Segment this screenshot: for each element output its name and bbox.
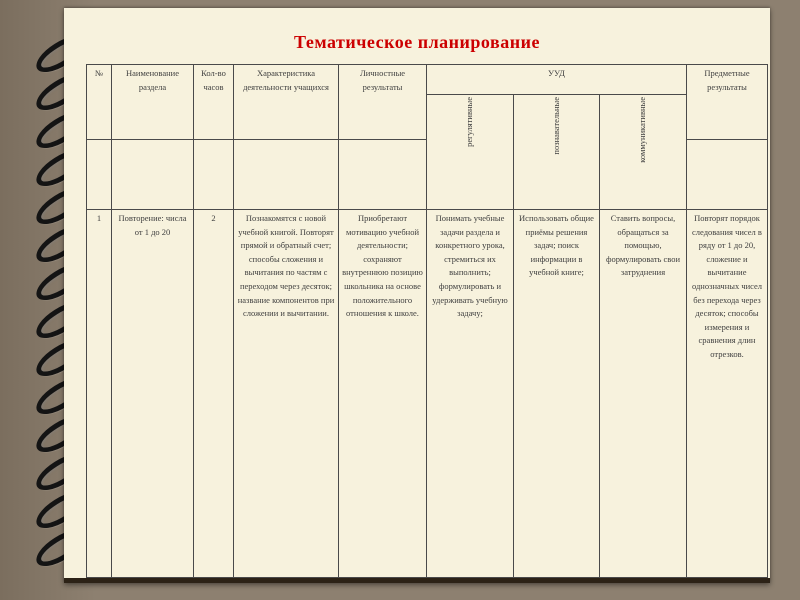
header-spacer-personal xyxy=(339,140,427,210)
subheader-cognitive-label: познавательные xyxy=(550,97,561,155)
header-spacer-num xyxy=(87,140,112,210)
slide-title: Тематическое планирование xyxy=(294,32,540,52)
header-spacer-section xyxy=(112,140,194,210)
cell-communicative: Ставить вопросы, обращаться за помощью, формулировать свои затруднения xyxy=(600,210,687,578)
cell-activity: Познакомятся с новой учебной книгой. Повторят прямой и обратный счет; способы сложения и вычитания по частям с переходом через десяток; название компонентов при сложении и вычитании. xyxy=(234,210,339,578)
table-row xyxy=(87,210,768,578)
subheader-regulative xyxy=(427,95,514,210)
cell-num: 1 xyxy=(87,210,112,578)
cell-hours: 2 xyxy=(194,210,234,578)
header-hours: Кол-во часов xyxy=(194,65,234,140)
header-num: № xyxy=(87,65,112,140)
cell-section: Повторение: числа от 1 до 20 xyxy=(112,210,194,578)
cell-regulative: Понимать учебные задачи раздела и конкретного урока, стремиться их выполнить; формулировать и удерживать учебную задачу; xyxy=(427,210,514,578)
cell-subject: Повторят порядок следования чисел в ряду от 1 до 20, сложение и вычитание однозначных чисел без перехода через десяток; способы измерения и сравнения длин отрезков. xyxy=(687,210,768,578)
subheader-communicative-label: коммуникативные xyxy=(637,97,648,163)
header-spacer-subject xyxy=(687,140,768,210)
header-uud: УУД xyxy=(427,65,687,95)
planning-table xyxy=(86,64,768,578)
subheader-cognitive xyxy=(514,95,600,210)
cell-personal: Приобретают мотивацию учебной деятельности; сохраняют внутреннюю позицию школьника на основе положительного отношения к школе. xyxy=(339,210,427,578)
notebook-page xyxy=(64,8,770,583)
header-spacer-activity xyxy=(234,140,339,210)
subheader-communicative xyxy=(600,95,687,210)
header-activity: Характеристика деятельности учащихся xyxy=(234,65,339,140)
header-section: Наименование раздела xyxy=(112,65,194,140)
header-personal: Личностные результаты xyxy=(339,65,427,140)
subheader-regulative-label: регулятивные xyxy=(464,97,475,147)
header-spacer-hours xyxy=(194,140,234,210)
header-subject: Предметные результаты xyxy=(687,65,768,140)
cell-cognitive: Использовать общие приёмы решения задач; поиск информации в учебной книге; xyxy=(514,210,600,578)
